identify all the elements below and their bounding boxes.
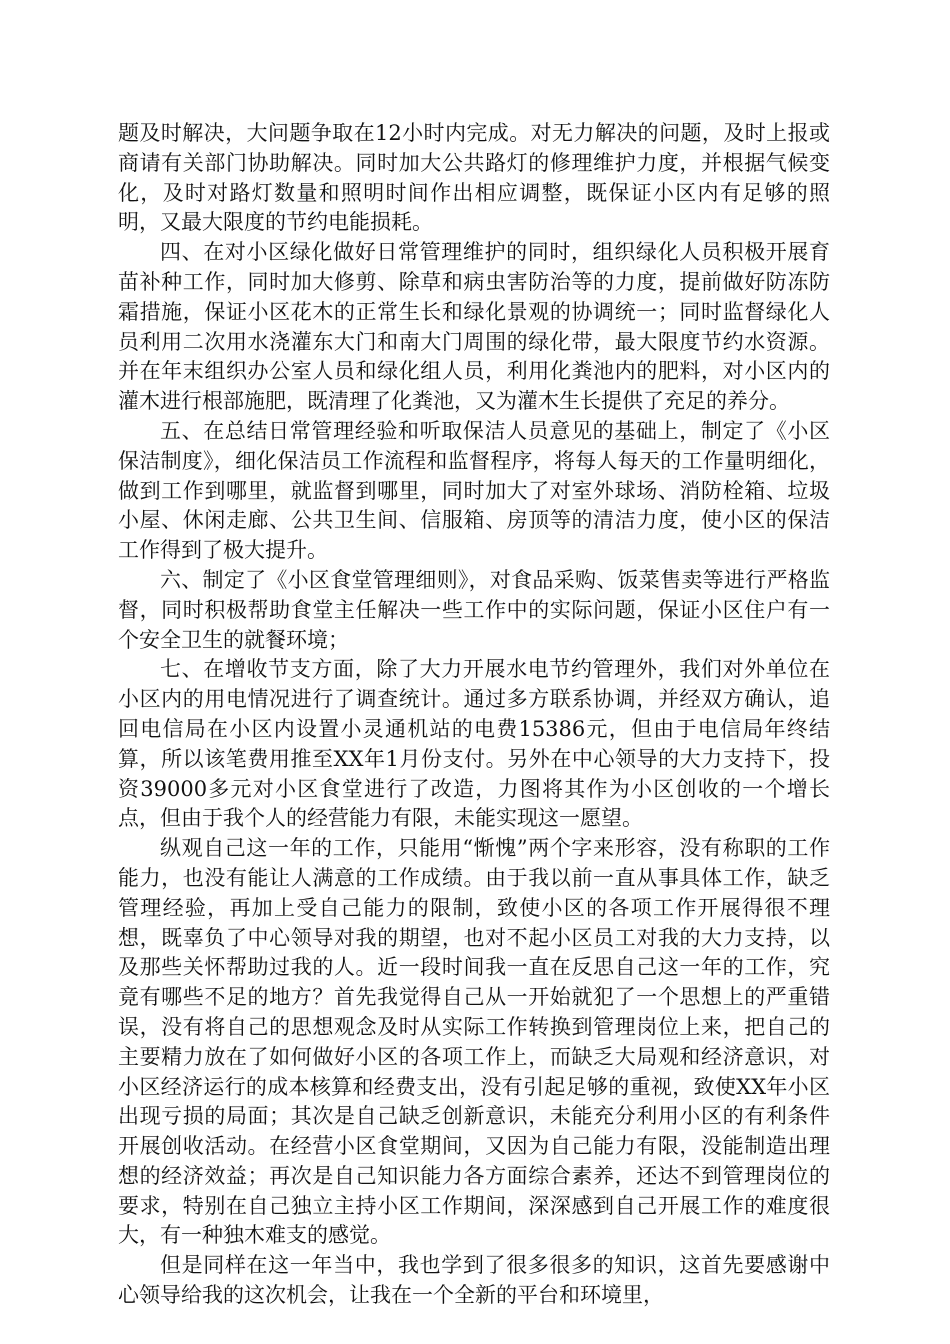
paragraph-cost-saving: 七、在增收节支方面，除了大力开展水电节约管理外，我们对外单位在小区内的用电情况进行了调查统计。通过多方联系协调，并经双方确认，追回电信局在小区内设置小灵通机站的电费15386元，但由于电信局年终结算，所以该笔费用推至XX年1月份支付。另外在中心领导的大力支持下，投资39000多元对小区食堂进行了改造，力图将其作为小区创收的一个增长点，但由于我个人的经营能力有限，未能实现这一愿望。 [118, 657, 830, 831]
paragraph-cleaning: 五、在总结日常管理经验和听取保洁人员意见的基础上，制定了《小区保洁制度》，细化保洁员工作流程和监督程序，将每人每天的工作量明细化，做到工作到哪里，就监督到哪里，同时加大了对室外球场、消防栓箱、垃圾小屋、休闲走廊、公共卫生间、信服箱、房顶等的清洁力度，使小区的保洁工作得到了极大提升。 [118, 418, 830, 563]
paragraph-reflection: 纵观自己这一年的工作，只能用“惭愧”两个字来形容，没有称职的工作能力，也没有能让人满意的工作成绩。由于我以前一直从事具体工作，缺乏管理经验，再加上受自己能力的限制，致使小区的各项工作开展得很不理想，既辜负了中心领导对我的期望，也对不起小区员工对我的大力支持，以及那些关怀帮助过我的人。近一段时间我一直在反思自己这一年的工作，究竟有哪些不足的地方？首先我觉得自己从一开始就犯了一个思想上的严重错误，没有将自己的思想观念及时从实际工作转换到管理岗位上来，把自己的主要精力放在了如何做好小区的各项工作上，而缺乏大局观和经济意识，对小区经济运行的成本核算和经费支出，没有引起足够的重视，致使XX年小区出现亏损的局面；其次是自己缺乏创新意识，未能充分利用小区的有利条件开展创收活动。在经营小区食堂期间，又因为自己能力有限，没能制造出理想的经济效益；再次是自己知识能力各方面综合素养，还达不到管理岗位的要求，特别在自己独立主持小区工作期间，深深感到自己开展工作的难度很大，有一种独木难支的感觉。 [118, 836, 830, 1248]
paragraph-canteen: 六、制定了《小区食堂管理细则》，对食品采购、饭菜售卖等进行严格监督，同时积极帮助食堂主任解决一些工作中的实际问题，保证小区住户有一个安全卫生的就餐环境； [118, 567, 830, 652]
paragraph-gains: 但是同样在这一年当中，我也学到了很多很多的知识，这首先要感谢中心领导给我的这次机会，让我在一个全新的平台和环境里， [118, 1253, 830, 1308]
paragraph-greening: 四、在对小区绿化做好日常管理维护的同时，组织绿化人员积极开展育苗补种工作，同时加大修剪、除草和病虫害防治等的力度，提前做好防冻防霜措施，保证小区花木的正常生长和绿化景观的协调统一；同时监督绿化人员利用二次用水浇灌东大门和南大门周围的绿化带，最大限度节约水资源。并在年末组织办公室人员和绿化组人员，利用化粪池内的肥料，对小区内的灌木进行根部施肥，既清理了化粪池，又为灌木生长提供了充足的养分。 [118, 240, 830, 414]
document-body [118, 119, 830, 1311]
paragraph-streetlights: 题及时解决，大问题争取在12小时内完成。对无力解决的问题，及时上报或商请有关部门协助解决。同时加大公共路灯的修理维护力度，并根据气候变化，及时对路灯数量和照明时间作出相应调整，既保证小区内有足够的照明，又最大限度的节约电能损耗。 [118, 121, 830, 235]
